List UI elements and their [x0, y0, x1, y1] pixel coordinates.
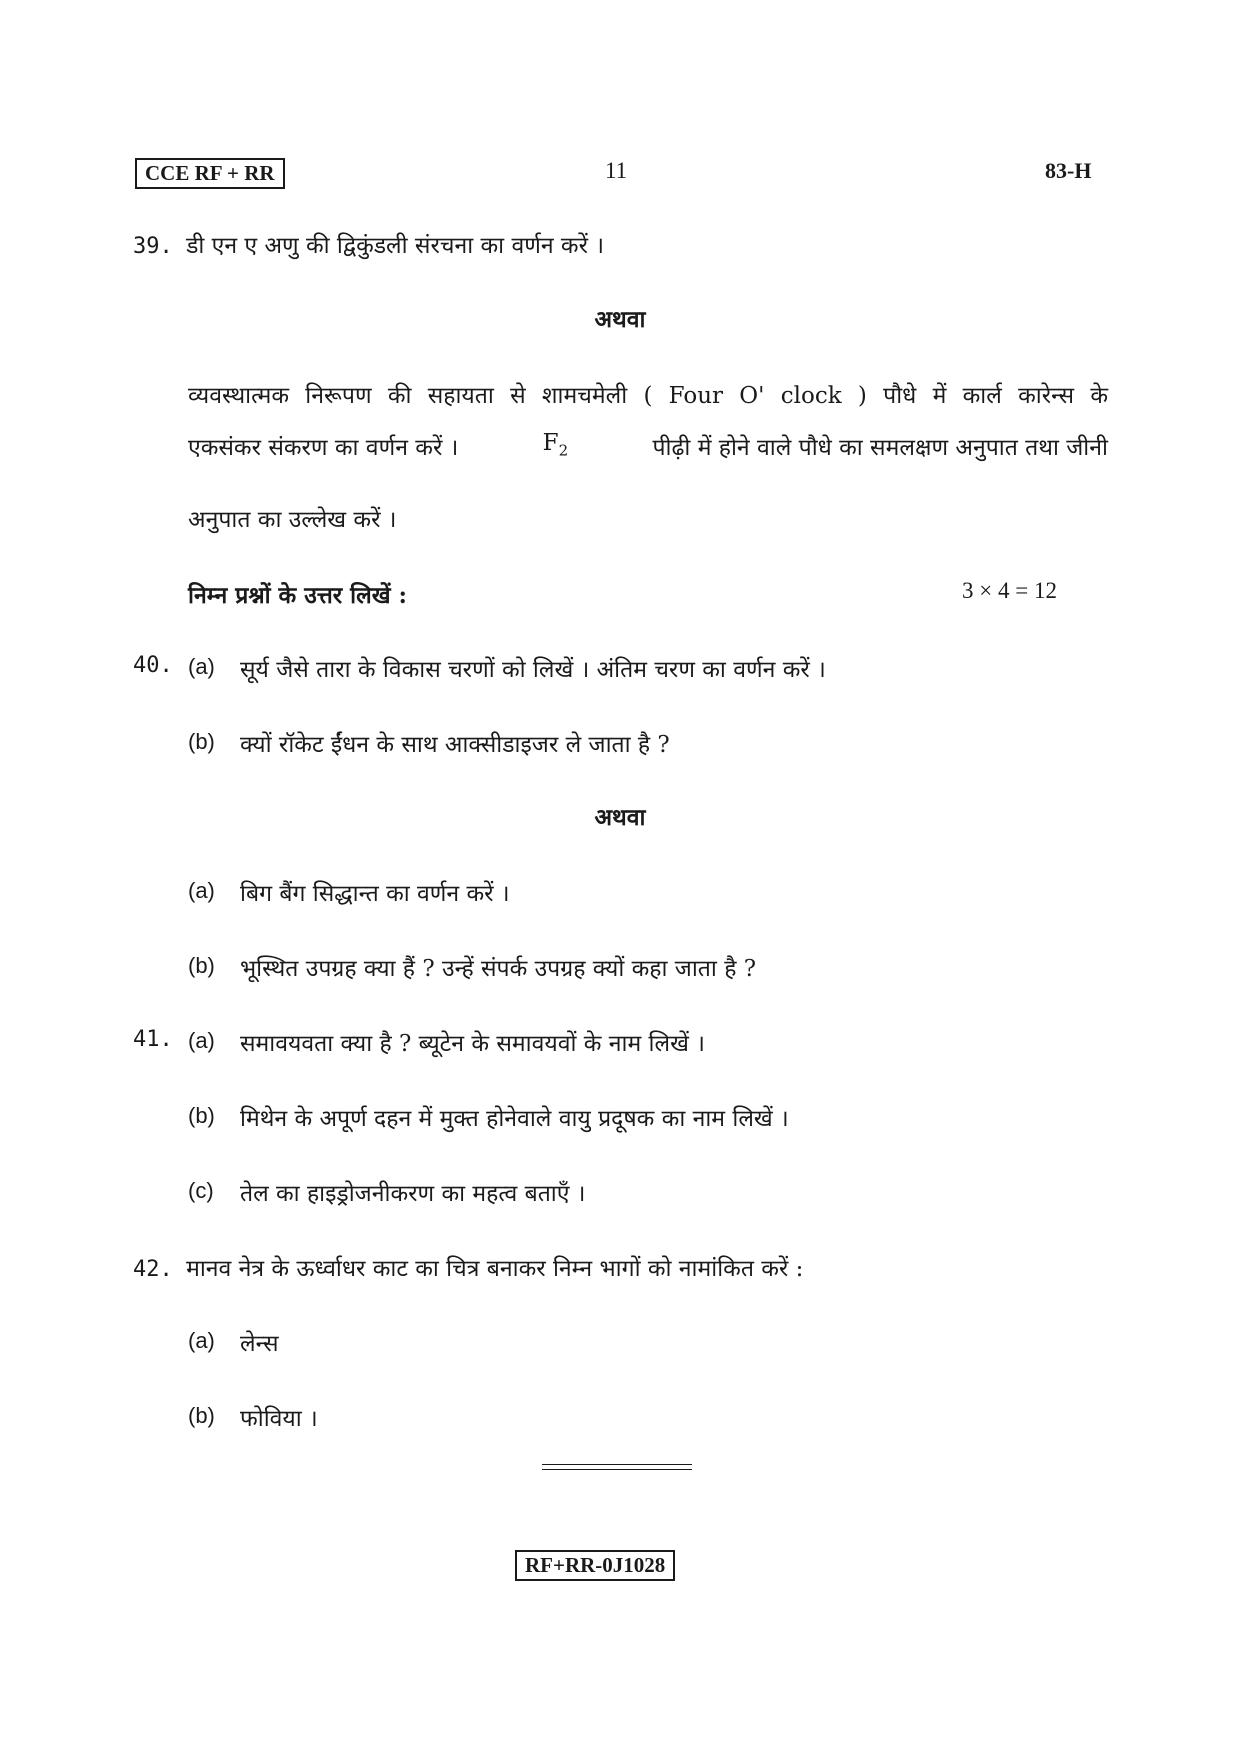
question-number: 41.: [133, 1027, 173, 1052]
question-text: डी एन ए अणु की द्विकुंडली संरचना का वर्णन करें ।: [186, 233, 605, 259]
part-label: (a): [188, 878, 215, 903]
question-42: [133, 1251, 803, 1283]
part-label: (a): [188, 1328, 215, 1353]
part-label: (b): [188, 1103, 215, 1128]
section-marks: 3 × 4 = 12: [962, 578, 1057, 603]
part-text: तेल का हाइड्रोजनीकरण का महत्व बताएँ ।: [240, 1181, 586, 1207]
part-text: भूस्थित उपग्रह क्या हैं ? उन्हें संपर्क उपग्रह क्यों कहा जाता है ?: [240, 956, 757, 982]
f-symbol: F: [542, 430, 559, 456]
question-text: मानव नेत्र के ऊर्ध्वाधर काट का चित्र बनाकर निम्न भागों को नामांकित करें :: [186, 1256, 804, 1282]
section-instruction: निम्न प्रश्नों के उत्तर लिखें :: [188, 582, 408, 609]
part-text: क्यों रॉकेट ईंधन के साथ आक्सीडाइजर ले जाता है ?: [240, 732, 670, 758]
page-number: 11: [605, 158, 628, 183]
alt-question-line: अनुपात का उल्लेख करें ।: [188, 507, 397, 533]
footer-code-box: RF+RR-0J1028: [515, 1550, 675, 1581]
part-text: सूर्य जैसे तारा के विकास चरणों को लिखें । अंतिम चरण का वर्णन करें ।: [240, 657, 826, 683]
question-number: 40.: [133, 653, 173, 678]
alt-question-line: [188, 430, 1108, 462]
question-number: 42.: [133, 1257, 173, 1282]
end-rule: [542, 1464, 692, 1465]
part-label: (a): [188, 654, 215, 679]
part-text: फोविया ।: [240, 1406, 318, 1432]
part-text: समावयवता क्या है ? ब्यूटेन के समावयवों के नाम लिखें ।: [240, 1031, 705, 1057]
f2-generation: [543, 430, 569, 462]
part-label: (b): [188, 953, 215, 978]
part-text: मिथेन के अपूर्ण दहन में मुक्त होनेवाले वायु प्रदूषक का नाम लिखें ।: [240, 1106, 789, 1132]
or-separator: अथवा: [594, 804, 646, 831]
part-text: बिग बैंग सिद्धान्त का वर्णन करें ।: [240, 881, 510, 907]
question-number: 39.: [133, 234, 173, 259]
alt-question-line: व्यवस्थात्मक निरूपण की सहायता से शामचमेली ( Four O' clock ) पौधे में कार्ल कारेन्स के: [188, 383, 1108, 409]
end-rule: [542, 1469, 692, 1470]
question-39: [133, 228, 604, 260]
part-label: (a): [188, 1028, 215, 1053]
part-label: (b): [188, 1403, 215, 1428]
part-text: लेन्स: [240, 1331, 279, 1357]
f-subscript: 2: [558, 441, 569, 460]
or-separator: अथवा: [594, 306, 646, 333]
alt-question-text: एकसंकर संकरण का वर्णन करें ।: [188, 435, 459, 461]
part-label: (b): [188, 729, 215, 754]
question-41: [133, 1026, 173, 1052]
question-40: [133, 652, 173, 678]
alt-question-text: पीढ़ी में होने वाले पौधे का समलक्षण अनुपात तथा जीनी: [652, 435, 1108, 461]
part-label: (c): [188, 1178, 214, 1203]
paper-code: 83-H: [1045, 158, 1092, 183]
header-code-box: CCE RF + RR: [135, 158, 285, 189]
